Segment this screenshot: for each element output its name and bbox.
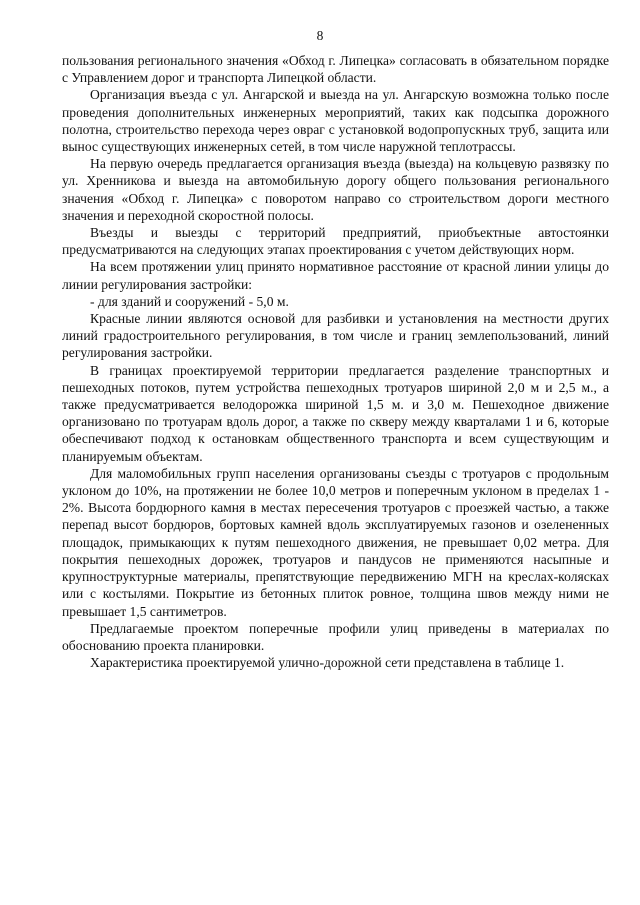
- paragraph: Характеристика проектируемой улично-дорожной сети представлена в таблице 1.: [90, 655, 565, 671]
- paragraph: Для маломобильных групп населения организованы съезды с тротуаров с продольным уклоном до 10%, на протяжении не более 10,0 метров и поперечным уклоном в пределах 1 - 2%. Высота бордюрного камня в местах пересечения тротуаров с проезжей частью, а также перепад высот бордюров, бортовых камней вдоль эксплуатируемых газонов и озелененных площадок, примыкающих к путям пешеходного движения, не превышает 0,02 метра. Для покрытия пешеходных дорожек, тротуаров и пандусов не применяются насыпные и крупноструктурные материалы, препятствующие передвижению МГН на креслах-колясках или с костылями. Покрытие из бетонных плиток ровное, толщина швов между ними не превышает 1,5 сантиметров.: [62, 465, 609, 619]
- document-body: [62, 52, 609, 671]
- paragraph: Красные линии являются основой для разбивки и установления на местности других линий градостроительного регулирования, в том числе и границ землепользований, линий регулирования застройки.: [62, 311, 609, 361]
- list-item: - для зданий и сооружений - 5,0 м.: [90, 293, 289, 309]
- paragraph: На всем протяжении улиц принято нормативное расстояние от красной линии улицы до линии регулирования застройки:: [62, 259, 609, 292]
- paragraph: Въезды и выезды с территорий предприятий, приобъектные автостоянки предусматриваются на следующих этапах проектирования с учетом действующих норм.: [62, 225, 609, 258]
- paragraph: Организация въезда с ул. Ангарской и выезда на ул. Ангарскую возможна только после проведения дополнительных инженерных мероприятий, таких как подсыпка дорожного полотна, строительство перехода через овраг с установкой водопропускных труб, защита или вынос существующих инженерных сетей, в том числе наружной теплотрассы.: [62, 87, 609, 155]
- paragraph: На первую очередь предлагается организация въезда (выезда) на кольцевую развязку по ул. Хренникова и выезда на автомобильную дорогу общего пользования регионального значения «Обход г. Липецка» с поворотом направо со строительством дороги местного значения и переходной скоростной полосы.: [62, 156, 609, 223]
- page-number: 8: [316, 28, 324, 43]
- paragraph: В границах проектируемой территории предлагается разделение транспортных и пешеходных потоков, путем устройства пешеходных тротуаров шириной 2,0 м и 2,5 м., а также предусматривается велодорожка шириной 1,5 м. и 3,0 м. Пешеходное движение организовано по тротуарам вдоль дорог, а также по скверу между кварталами 1 и 6, которые обеспечивают подход к остановкам общественного транспорта и всем существующим и планируемым объектам.: [62, 362, 609, 464]
- paragraph: пользования регионального значения «Обход г. Липецка» согласовать в обязательном порядке с Управлением дорог и транспорта Липецкой области.: [62, 53, 609, 86]
- paragraph: Предлагаемые проектом поперечные профили улиц приведены в материалах по обоснованию проекта планировки.: [62, 620, 609, 653]
